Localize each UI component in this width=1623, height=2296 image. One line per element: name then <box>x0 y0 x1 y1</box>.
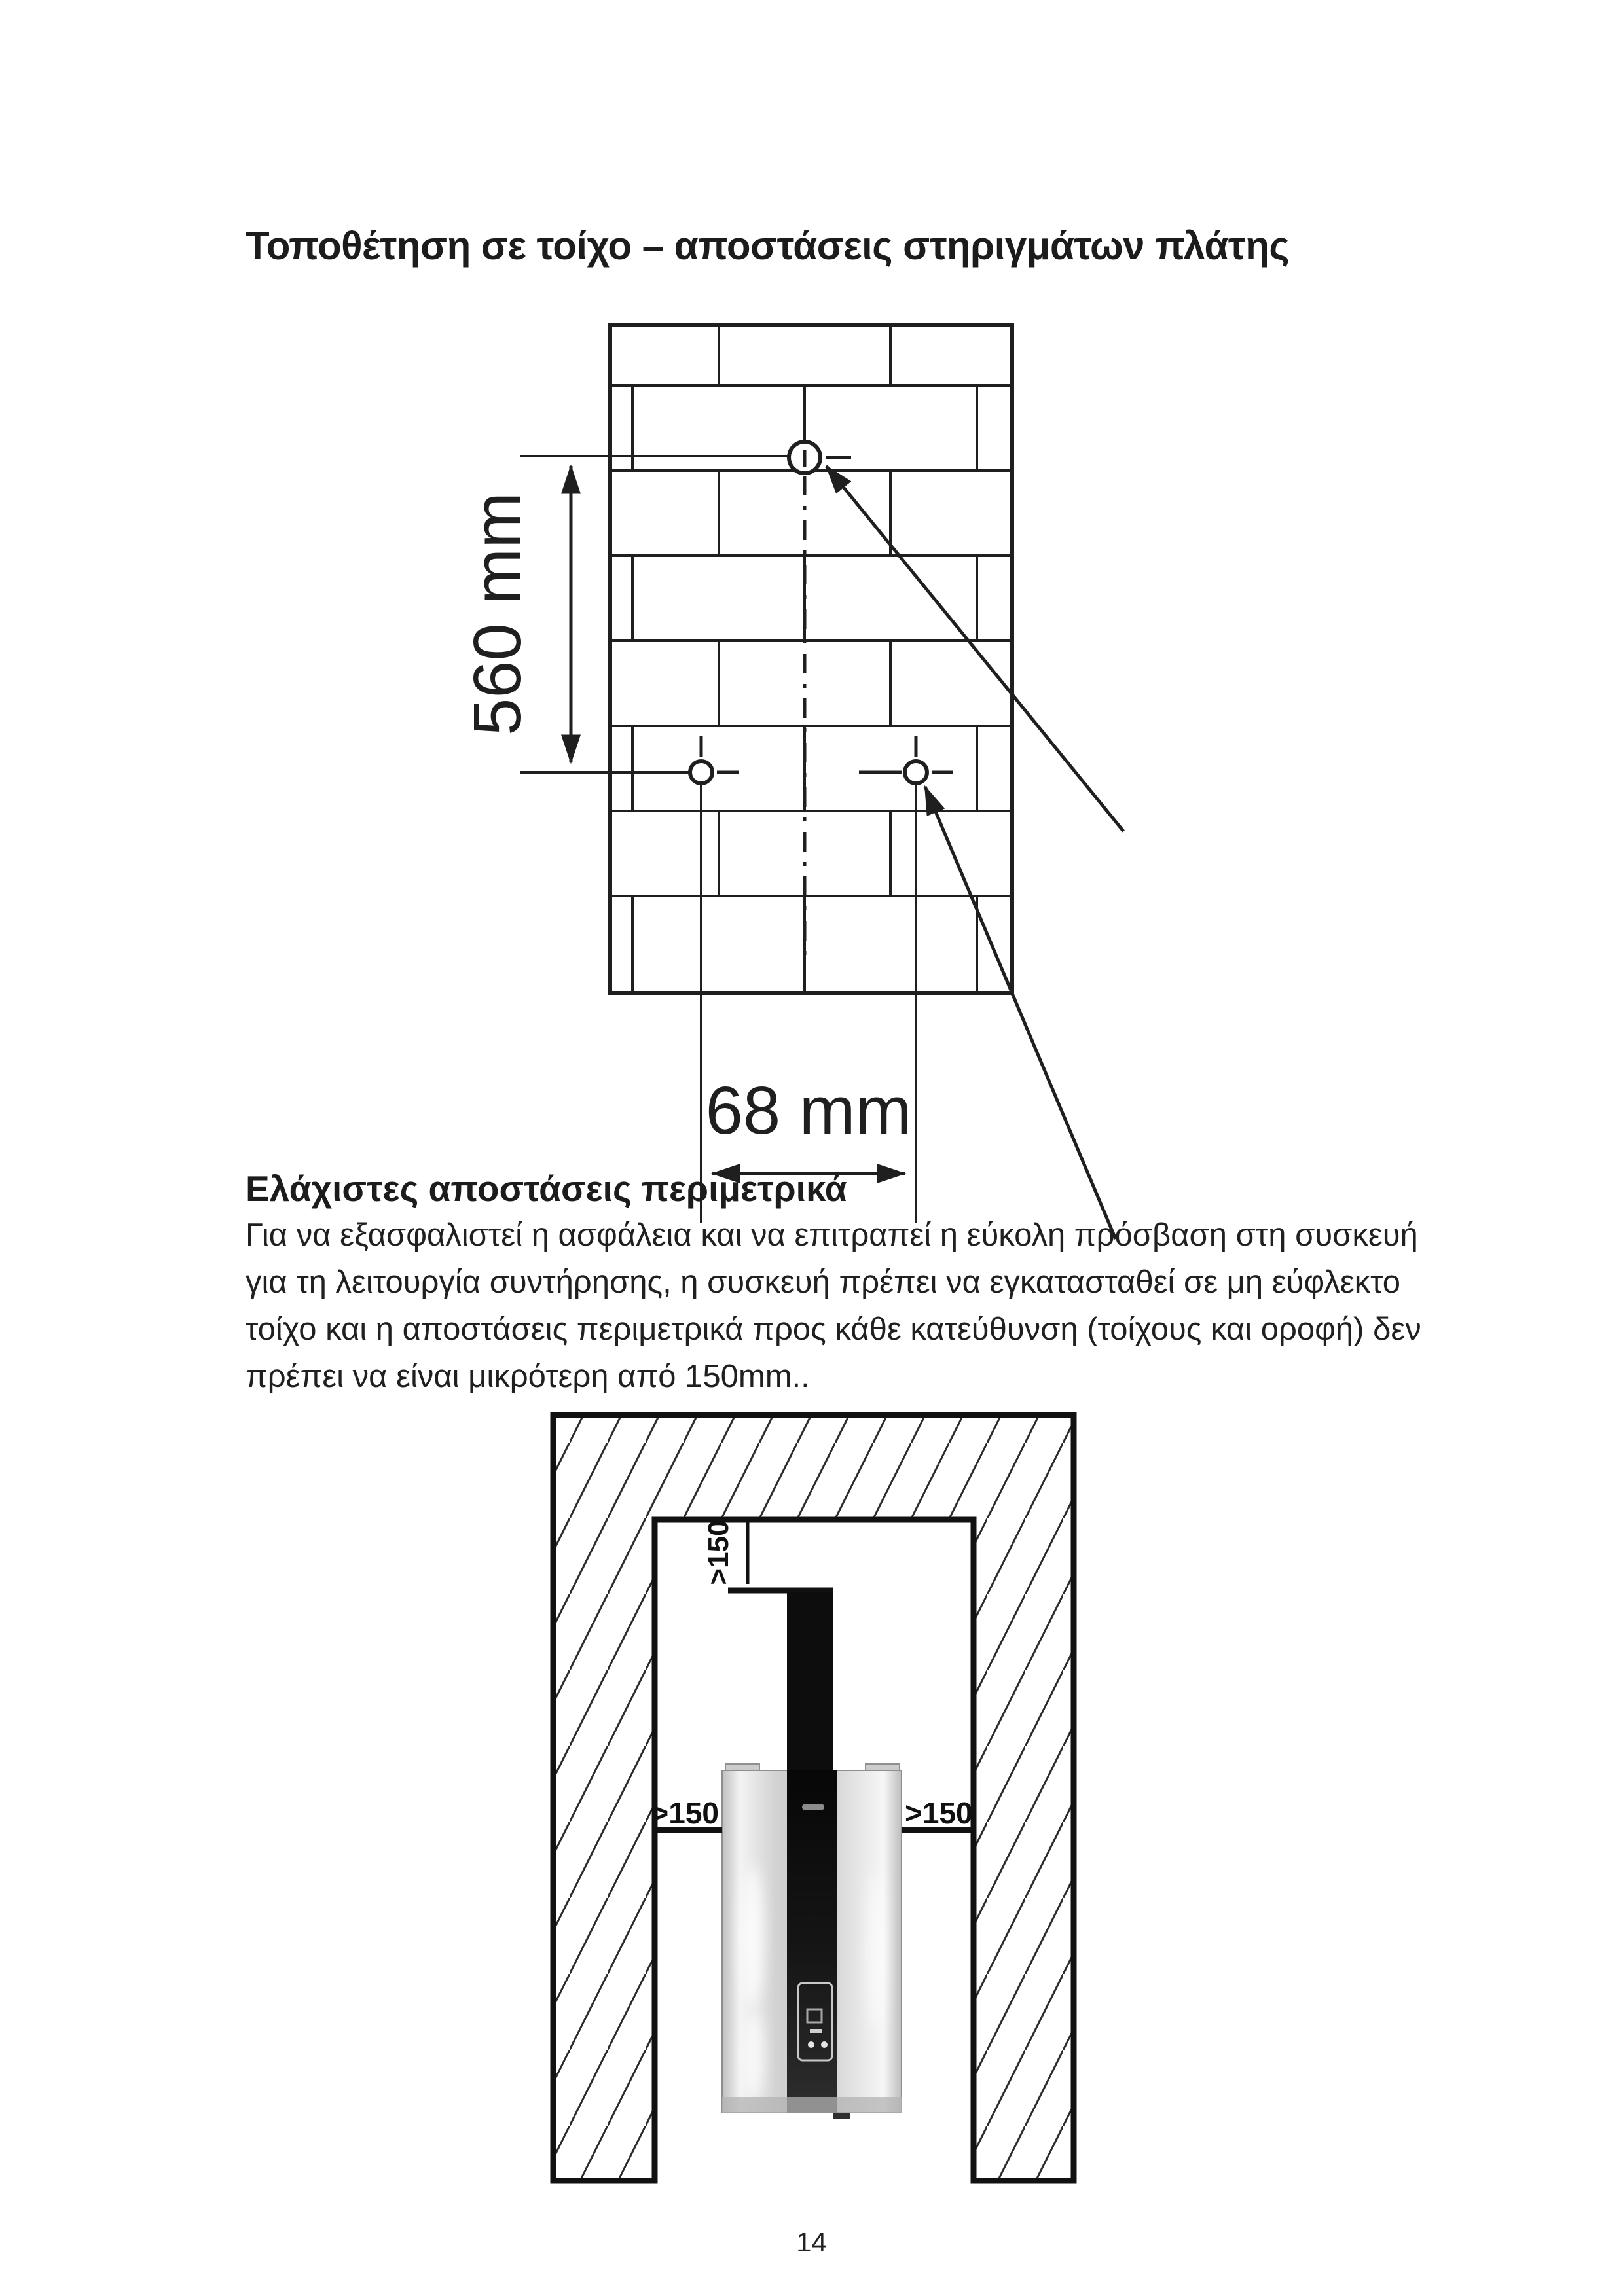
clearance-left-label: >150 <box>651 1796 719 1830</box>
clearance-left-dimension <box>651 1796 722 1830</box>
boiler-foot <box>833 2113 850 2119</box>
flue-pipe <box>787 1592 833 1772</box>
page-number: 14 <box>796 2227 827 2257</box>
dim-560mm-label: 560 mm <box>460 492 535 736</box>
brick-wall <box>610 325 1012 993</box>
boiler <box>722 1764 902 2119</box>
boiler-front-stripe <box>787 1770 837 2113</box>
callout-arrow-right-hole <box>925 787 1116 1239</box>
clearance-top-label: >150 <box>702 1520 735 1585</box>
clearance-top-dimension <box>702 1520 833 1590</box>
boiler-logo <box>802 1804 824 1810</box>
dim-68mm-label: 68 mm <box>705 1073 912 1148</box>
clearance-right-label: >150 <box>905 1796 973 1830</box>
clearance-diagram <box>458 1374 1178 2225</box>
body-paragraph <box>246 1211 1421 1400</box>
clearance-right-dimension <box>902 1796 974 1830</box>
paragraph-line: πρέπει να είναι μικρότερη από 150mm.. <box>246 1359 810 1394</box>
section-heading: Ελάχιστες αποστάσεις περιμετρικά <box>246 1168 847 1209</box>
paragraph-line: Για να εξασφαλιστεί η ασφάλεια και να επιτραπεί η εύκολη πρόσβαση στη συσκευή <box>246 1217 1418 1253</box>
paragraph-line: τοίχο και η αποστάσεις περιμετρικά προς κάθε κατεύθυνση (τοίχους και οροφή) δεν <box>246 1312 1421 1347</box>
page-title: Τοποθέτηση σε τοίχο – αποστάσεις στηριγμάτων πλάτης <box>246 224 1290 268</box>
paragraph-line: για τη λειτουργία συντήρησης, η συσκευή πρέπει να εγκατασταθεί σε μη εύφλεκτο <box>246 1265 1400 1300</box>
wall-mount-diagram <box>393 288 1178 1289</box>
